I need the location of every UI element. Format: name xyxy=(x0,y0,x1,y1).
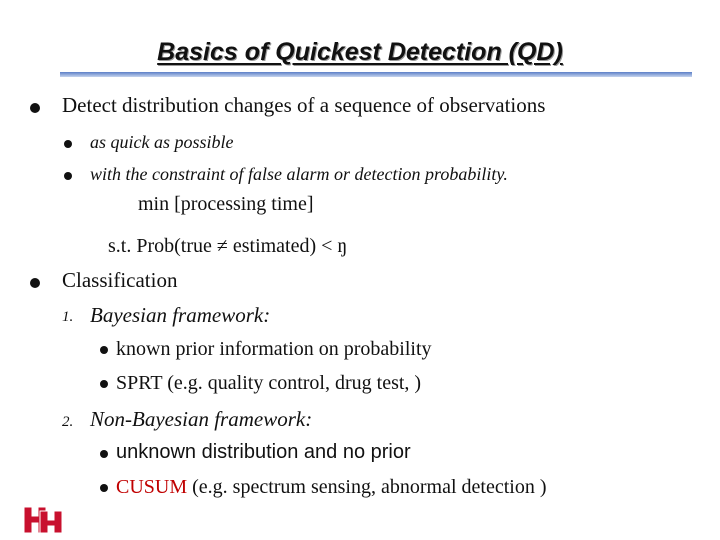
framework-item: SPRT (e.g. quality control, drug test, ) xyxy=(116,372,422,394)
slide-title: Basics of Quickest Detection (QD) xyxy=(157,38,563,66)
title-rule xyxy=(60,72,692,77)
bullet-marker xyxy=(30,103,40,113)
framework-item xyxy=(116,476,546,499)
bullet-text: Classification xyxy=(62,268,178,292)
formula-constraint: s.t. Prob(true ≠ estimated) < ŋ xyxy=(108,235,348,257)
framework-title: Bayesian framework: xyxy=(90,303,271,327)
sub-bullet-text: as quick as possible xyxy=(90,132,234,152)
list-number: 1. xyxy=(62,309,74,325)
sub-bullet-marker xyxy=(64,140,72,148)
bullet-text: Detect distribution changes of a sequence of observations xyxy=(62,93,546,117)
framework-item: unknown distribution and no prior xyxy=(116,441,411,463)
sub-bullet-text: with the constraint of false alarm or detection probability. xyxy=(90,164,508,184)
highlighted-term: CUSUM xyxy=(116,476,188,498)
uh-logo xyxy=(22,505,66,535)
item-bullet-marker xyxy=(100,484,108,492)
item-detail: (e.g. spectrum sensing, abnormal detection ) xyxy=(187,476,547,498)
framework-title: Non-Bayesian framework: xyxy=(90,407,313,431)
list-number: 2. xyxy=(62,414,74,430)
sub-bullet-marker xyxy=(64,172,72,180)
item-bullet-marker xyxy=(100,380,108,388)
item-bullet-marker xyxy=(100,450,108,458)
item-bullet-marker xyxy=(100,346,108,354)
bullet-marker xyxy=(30,278,40,288)
framework-item: known prior information on probability xyxy=(116,338,432,360)
formula-objective: min [processing time] xyxy=(138,193,314,215)
